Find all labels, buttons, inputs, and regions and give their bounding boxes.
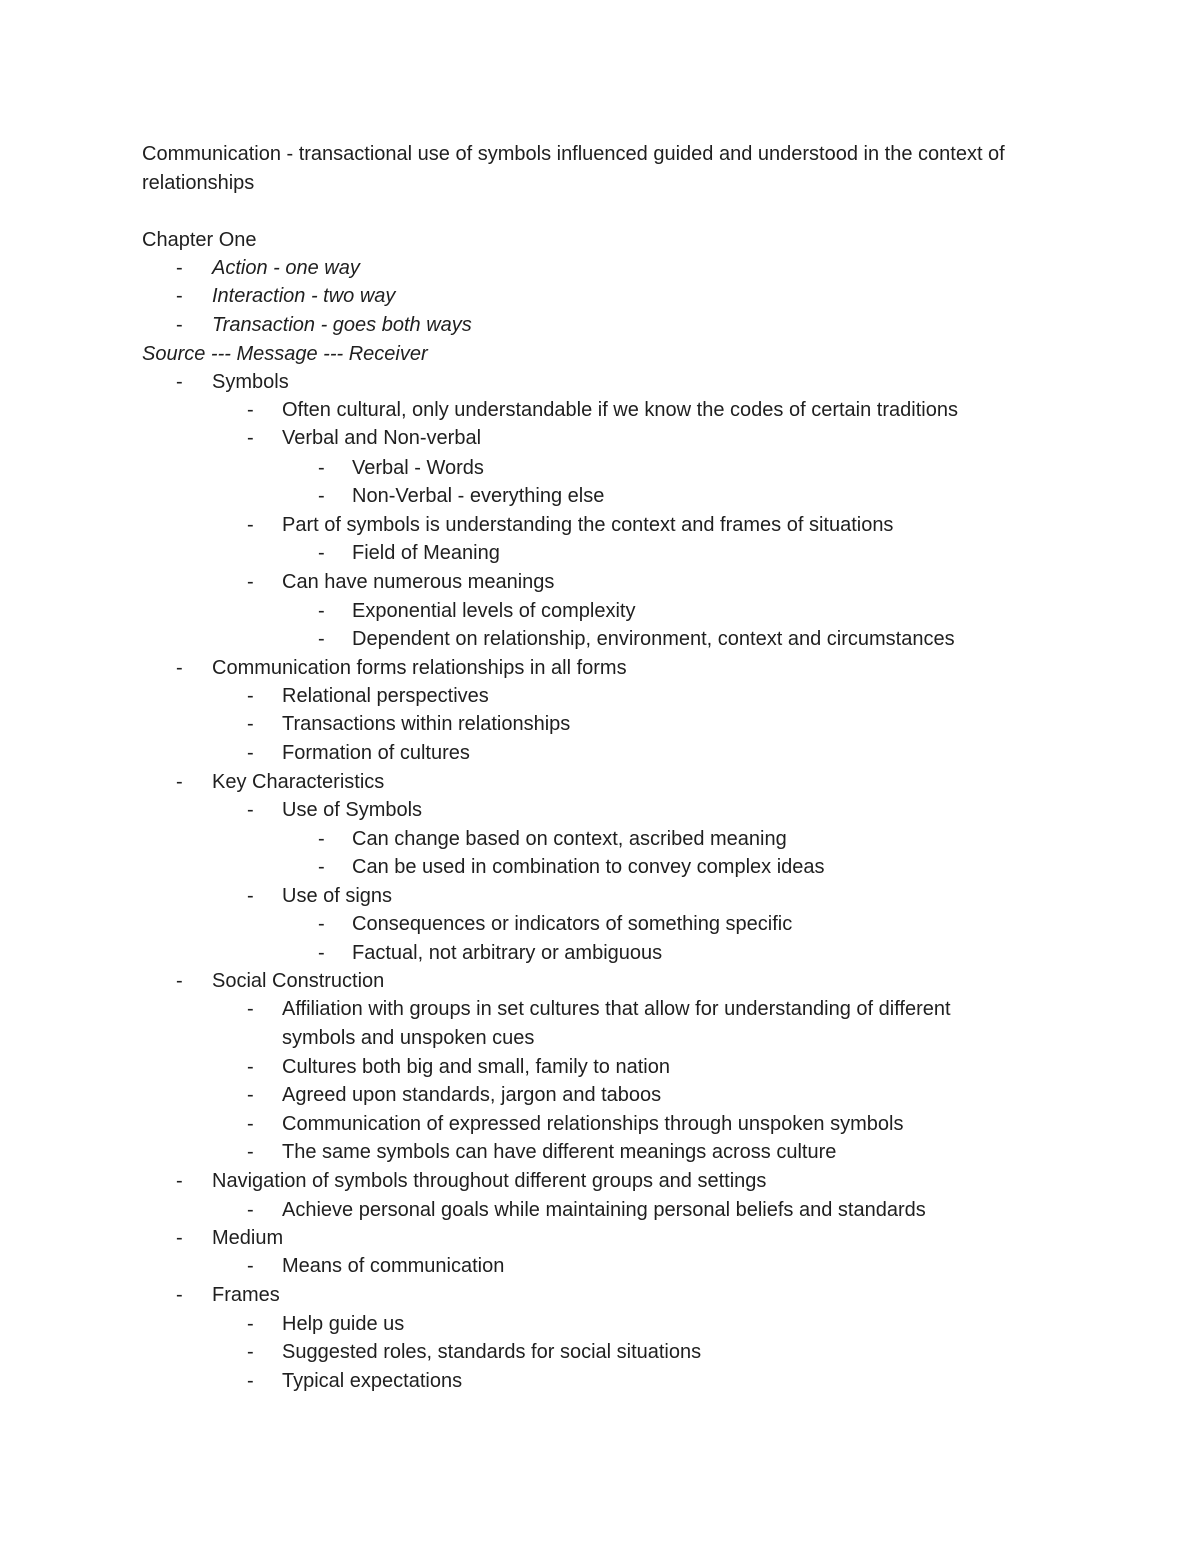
bullet-dash: - [247,1113,254,1135]
bullet-dash: - [176,1284,183,1306]
bullet-dash: - [318,828,325,850]
list-item: Can change based on context, ascribed meaning [352,828,787,850]
list-item: Relational perspectives [282,685,489,707]
bullet-dash: - [247,742,254,764]
list-item: Help guide us [282,1313,405,1335]
list-item: Means of communication [282,1255,505,1277]
list-item: Achieve personal goals while maintaining personal beliefs and standards [282,1199,926,1221]
list-item-frames: Frames [212,1284,280,1306]
bullet-dash: - [176,771,183,793]
list-item: Can have numerous meanings [282,571,555,593]
list-item: Use of signs [282,885,393,907]
list-item: Field of Meaning [352,542,500,564]
bullet-dash: - [318,628,325,650]
list-item: Exponential levels of complexity [352,600,636,622]
bullet-dash: - [247,885,254,907]
list-item: Verbal and Non-verbal [282,427,482,449]
bullet-dash: - [176,285,183,307]
chapter-heading: Chapter One [142,229,257,251]
bullet-dash: - [318,913,325,935]
bullet-dash: - [176,371,183,393]
list-item-medium: Medium [212,1227,284,1249]
bullet-dash: - [247,998,254,1020]
bullet-dash: - [247,1199,254,1221]
bullet-dash: - [247,427,254,449]
list-item: Transactions within relationships [282,713,571,735]
list-item-key-characteristics: Key Characteristics [212,771,385,793]
list-item: Agreed upon standards, jargon and taboos [282,1084,662,1106]
list-item: Often cultural, only understandable if we know the codes of certain traditions [282,399,958,421]
bullet-dash: - [318,600,325,622]
list-item: Suggested roles, standards for social situations [282,1341,702,1363]
list-item: Dependent on relationship, environment, context and circumstances [352,628,955,650]
bullet-dash: - [176,257,183,279]
model-line: Source --- Message --- Receiver [142,343,428,365]
bullet-dash: - [247,799,254,821]
bullet-dash: - [247,1255,254,1277]
list-item-symbols: Symbols [212,371,289,393]
bullet-dash: - [247,713,254,735]
list-item: Affiliation with groups in set cultures that allow for understanding of different symbols and unspoken cues [282,998,951,1049]
list-item: Verbal - Words [352,457,484,479]
list-item: Use of Symbols [282,799,423,821]
bullet-dash: - [318,942,325,964]
list-item: Can be used in combination to convey complex ideas [352,856,825,878]
list-item-navigation: Navigation of symbols throughout different groups and settings [212,1170,767,1192]
bullet-dash: - [247,399,254,421]
list-item: The same symbols can have different meanings across culture [282,1141,837,1163]
bullet-dash: - [318,457,325,479]
bullet-dash: - [176,657,183,679]
bullet-dash: - [176,1170,183,1192]
bullet-dash: - [247,1141,254,1163]
list-item: Factual, not arbitrary or ambiguous [352,942,663,964]
list-item: Communication of expressed relationships through unspoken symbols [282,1113,904,1135]
bullet-dash: - [176,1227,183,1249]
list-item: Part of symbols is understanding the context and frames of situations [282,514,894,536]
list-item: Transaction - goes both ways [212,314,472,336]
bullet-dash: - [247,571,254,593]
list-item: Action - one way [212,257,360,279]
list-item-communication-forms: Communication forms relationships in all forms [212,657,627,679]
bullet-dash: - [176,314,183,336]
intro-paragraph: Communication - transactional use of symbols influenced guided and understood in the context of relationships [142,143,1005,194]
bullet-dash: - [318,856,325,878]
list-item: Cultures both big and small, family to nation [282,1056,670,1078]
bullet-dash: - [247,514,254,536]
list-item: Interaction - two way [212,285,396,307]
bullet-dash: - [247,1313,254,1335]
bullet-dash: - [176,970,183,992]
list-item: Consequences or indicators of something specific [352,913,793,935]
bullet-dash: - [247,1341,254,1363]
bullet-dash: - [247,1084,254,1106]
list-item: Typical expectations [282,1370,463,1392]
bullet-dash: - [247,1370,254,1392]
bullet-dash: - [318,485,325,507]
list-item-social-construction: Social Construction [212,970,385,992]
bullet-dash: - [318,542,325,564]
list-item: Non-Verbal - everything else [352,485,605,507]
bullet-dash: - [247,1056,254,1078]
bullet-dash: - [247,685,254,707]
list-item: Formation of cultures [282,742,470,764]
